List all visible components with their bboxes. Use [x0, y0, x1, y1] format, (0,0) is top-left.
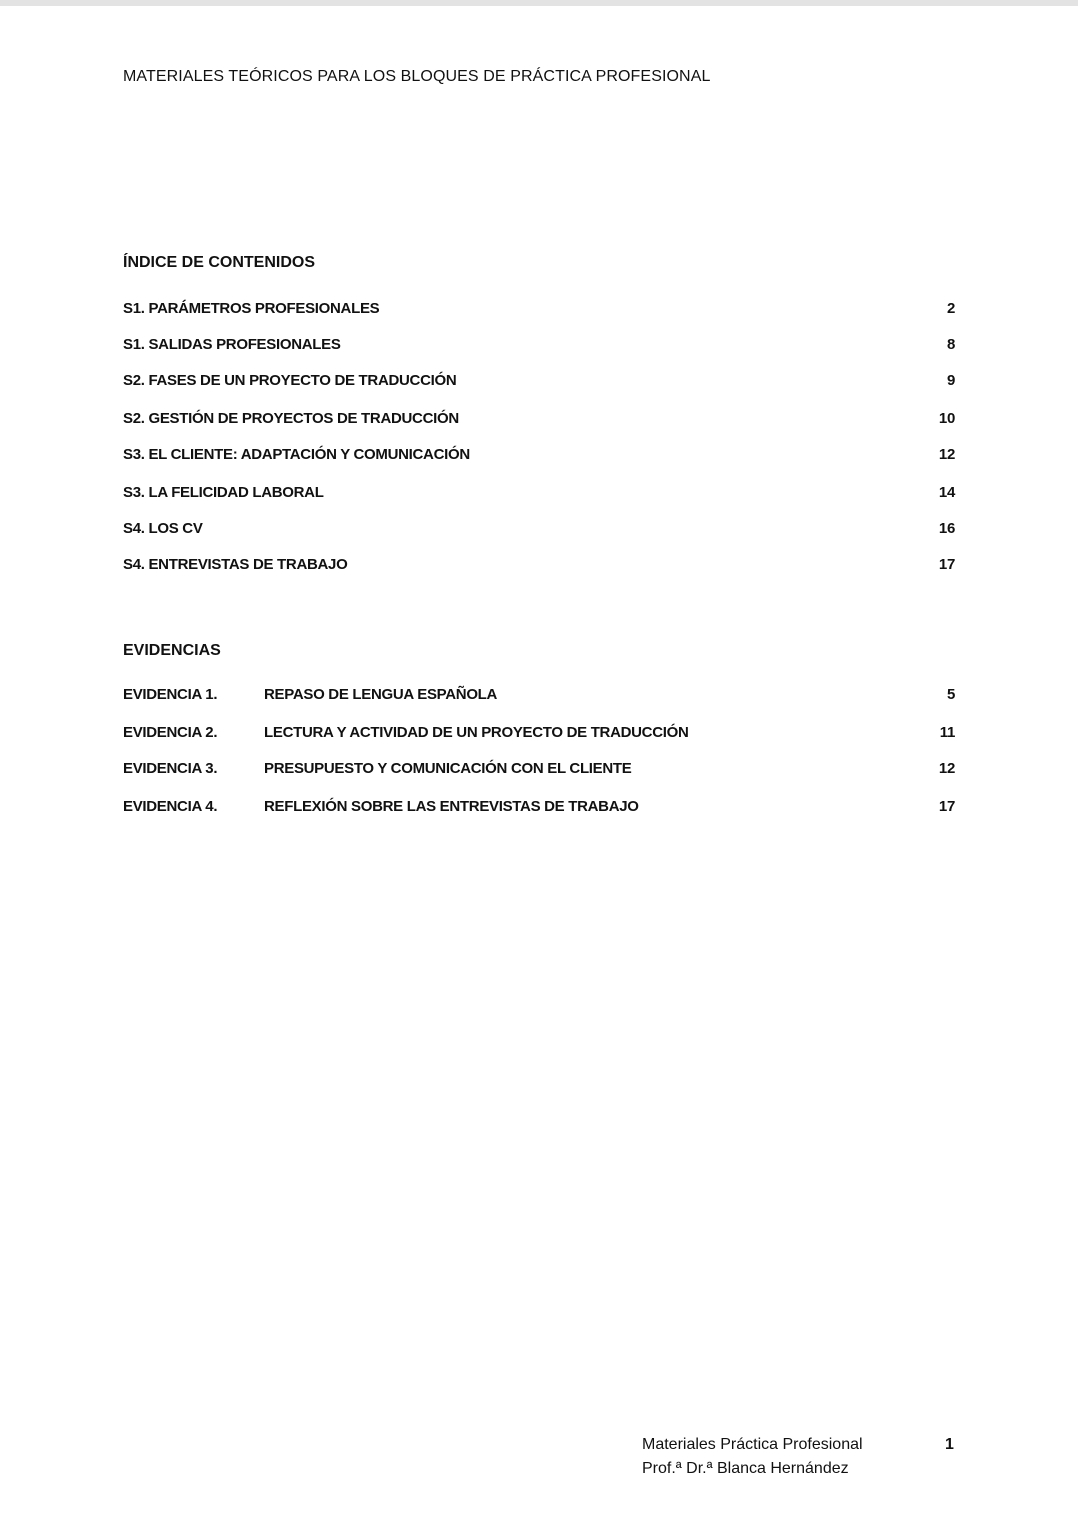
toc-entry[interactable] [123, 520, 955, 542]
toc-entry[interactable] [123, 300, 955, 322]
toc-entry-page: 10 [938, 410, 955, 427]
toc-entry[interactable] [123, 556, 955, 578]
toc-entry-label: S3. EL CLIENTE: ADAPTACIÓN Y COMUNICACIÓN [123, 446, 470, 463]
toc-entry-label: S2. FASES DE UN PROYECTO DE TRADUCCIÓN [123, 372, 457, 389]
evidence-page: 11 [939, 724, 955, 741]
toc-entry-label: S2. GESTIÓN DE PROYECTOS DE TRADUCCIÓN [123, 410, 459, 427]
evidence-number: EVIDENCIA 4. [123, 798, 218, 815]
evidence-number: EVIDENCIA 2. [123, 724, 218, 741]
toc-entry-label: S3. LA FELICIDAD LABORAL [123, 484, 324, 501]
evidence-entry[interactable] [123, 686, 955, 708]
toc-entry-page: 8 [946, 336, 955, 353]
evidence-label: LECTURA Y ACTIVIDAD DE UN PROYECTO DE TRADUCCIÓN [264, 724, 689, 741]
toc-entry-page: 2 [946, 300, 955, 317]
evidence-label: PRESUPUESTO Y COMUNICACIÓN CON EL CLIENTE [264, 760, 632, 777]
footer-document-title: Materiales Práctica Profesional [642, 1436, 863, 1453]
toc-entry-page: 16 [938, 520, 955, 537]
toc-entry[interactable] [123, 446, 955, 468]
toc-entry[interactable] [123, 484, 955, 506]
toc-entry-label: S4. LOS CV [123, 520, 203, 537]
evidence-label: REFLEXIÓN SOBRE LAS ENTREVISTAS DE TRABAJO [264, 798, 639, 815]
toc-entry[interactable] [123, 410, 955, 432]
toc-entry-label: S1. SALIDAS PROFESIONALES [123, 336, 341, 353]
evidence-entry[interactable] [123, 760, 955, 782]
evidencias-title: EVIDENCIAS [123, 642, 221, 659]
toc-entry-label: S4. ENTREVISTAS DE TRABAJO [123, 556, 348, 573]
page-footer [642, 1433, 863, 1481]
document-header: MATERIALES TEÓRICOS PARA LOS BLOQUES DE PRÁCTICA PROFESIONAL [123, 68, 711, 85]
evidence-number: EVIDENCIA 1. [123, 686, 218, 703]
toc-entry-page: 12 [938, 446, 955, 463]
toc-entry[interactable] [123, 372, 955, 394]
evidence-entry[interactable] [123, 724, 955, 746]
toc-entry-page: 14 [938, 484, 955, 501]
page-top-edge [0, 0, 1078, 6]
footer-author: Prof.ª Dr.ª Blanca Hernández [642, 1460, 849, 1477]
evidence-entry[interactable] [123, 798, 955, 820]
evidence-page: 5 [946, 686, 955, 703]
evidence-label: REPASO DE LENGUA ESPAÑOLA [264, 686, 498, 703]
evidence-number: EVIDENCIA 3. [123, 760, 218, 777]
toc-entry-page: 9 [946, 372, 955, 389]
evidence-page: 17 [938, 798, 955, 815]
toc-entry-page: 17 [938, 556, 955, 573]
toc-entry[interactable] [123, 336, 955, 358]
toc-title: ÍNDICE DE CONTENIDOS [123, 254, 316, 271]
toc-entry-label: S1. PARÁMETROS PROFESIONALES [123, 300, 380, 317]
footer-page-number: 1 [945, 1436, 954, 1453]
evidence-page: 12 [938, 760, 955, 777]
